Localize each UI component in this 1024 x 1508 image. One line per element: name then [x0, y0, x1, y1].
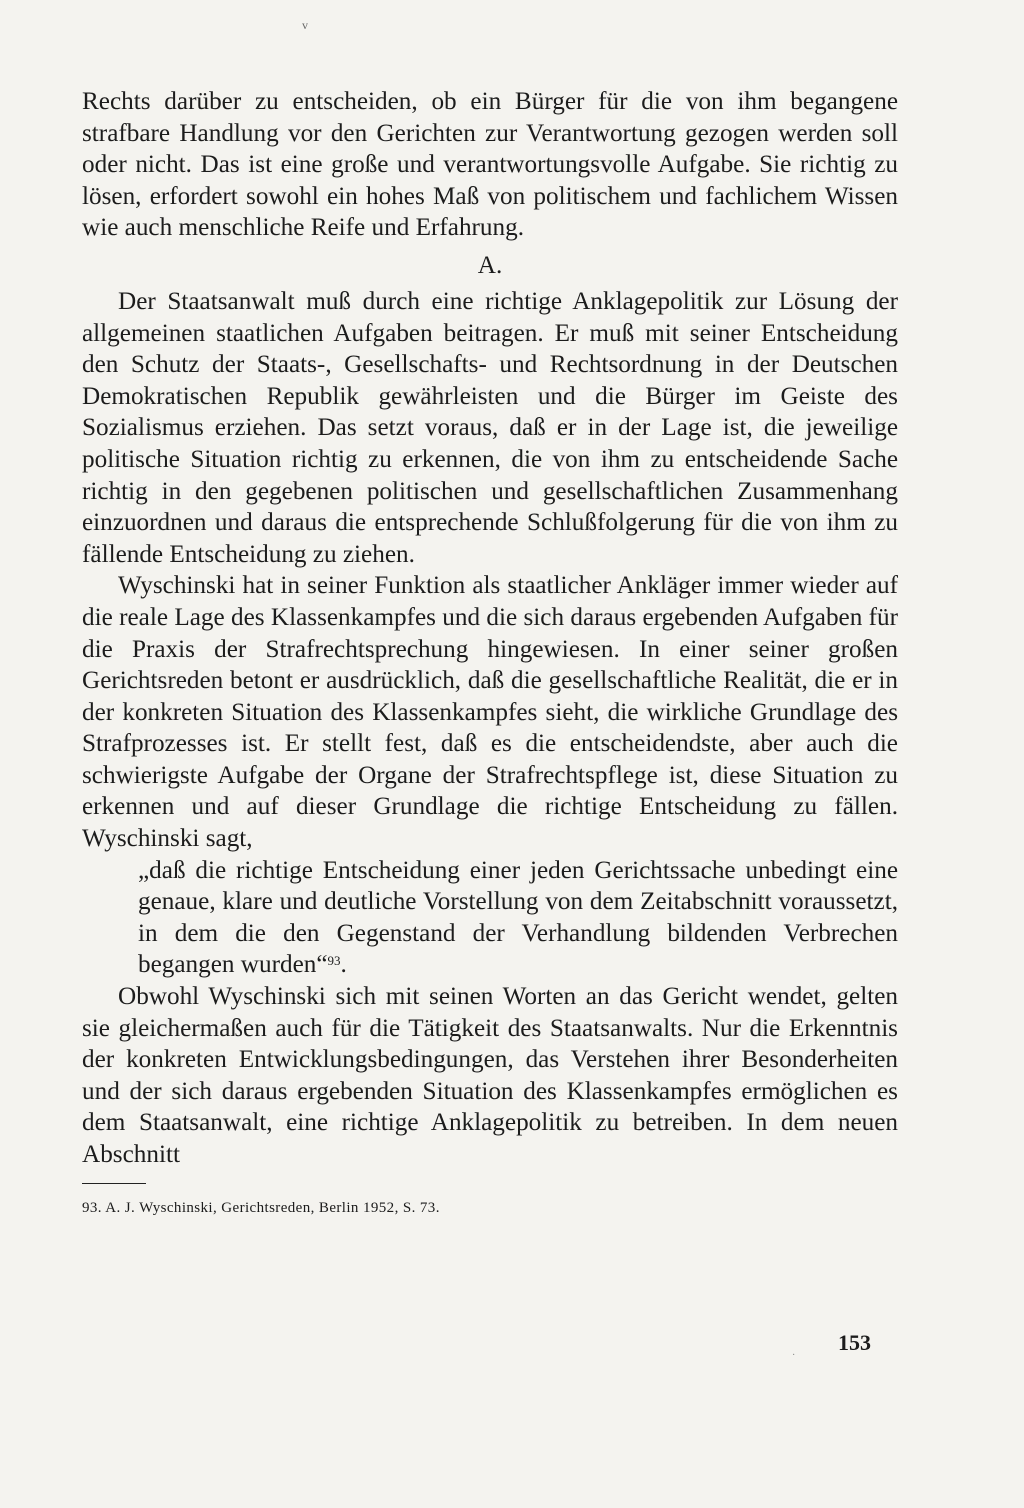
footnote-divider: [82, 1183, 146, 1184]
quote-text: „daß die richtige Entscheidung einer jeden Gerichtssache unbedingt eine genaue, klare und deutliche Vorstellung von dem Zeitabschnitt voraussetzt, in dem die den Gegenstand der Verhandlung bildenden Verbrechen begangen wurden“: [138, 856, 898, 979]
quote-end: .: [340, 951, 347, 979]
scan-mark: v: [302, 18, 308, 32]
section-heading: A.: [477, 251, 503, 279]
paragraph-2: Der Staatsanwalt muß durch eine richtige Anklagepolitik zur Lösung der allgemeinen staatlichen Aufgaben beitragen. Er muß mit seiner Entscheidung den Schutz der Staats-, Gesellschafts- und Rechtsordnung in der Deutschen Demokratischen Republik gewährleisten und die Bürger im Geiste des Sozialismus erziehen. Das setzt voraus, daß er in der Lage ist, die jeweilige politische Situation richtig zu erkennen, die von ihm zu entscheidende Sache richtig in den gegebenen politischen und gesellschaftlichen Zusammenhang einzuordnen und daraus die entsprechende Schlußfolgerung für die von ihm zu fällende Entscheidung zu ziehen.: [82, 287, 898, 568]
paragraph-4: Obwohl Wyschinski sich mit seinen Worten an das Gericht wendet, gelten sie gleichermaßen auch für die Tätigkeit des Staatsanwalts. Nur die Erkenntnis der konkreten Entwicklungsbedingungen, das Verstehen ihrer Besonderheiten und der sich daraus ergebenden Situation des Klassenkampfes ermöglichen es dem Staatsanwalt, eine richtige Anklagepolitik zu betreiben. In dem neuen Abschnitt: [82, 983, 898, 1168]
page-number: 153: [838, 1330, 871, 1355]
block-quote: [138, 855, 898, 981]
footnote: 93. A. J. Wyschinski, Gerichtsreden, Berlin 1952, S. 73.: [82, 1199, 440, 1216]
footnote-reference: 93: [327, 953, 341, 969]
paragraph-1: Rechts darüber zu entscheiden, ob ein Bürger für die von ihm begangene strafbare Handlung vor den Gerichten zur Verantwortung gezogen werden soll oder nicht. Das ist eine große und verantwortungsvolle Aufgabe. Sie richtig zu lösen, erfordert sowohl ein hohes Maß von politischem und fachlichem Wissen wie auch menschliche Reife und Erfahrung.: [82, 88, 898, 242]
scan-mark-bottom: ·: [792, 1350, 796, 1361]
paragraph-3: Wyschinski hat in seiner Funktion als staatlicher Ankläger immer wieder auf die reale Lage des Klassenkampfes und die sich daraus ergebenden Aufgaben für die Praxis der Strafrechtsprechung hingewiesen. In einer seiner großen Gerichtsreden betont er ausdrücklich, daß die gesellschaftliche Realität, die er in der konkreten Situation des Klassenkampfes sieht, die wirkliche Grundlage des Strafprozesses ist. Er stellt fest, daß es die entscheidendste, aber auch die schwierigste Aufgabe der Organe der Strafrechtspflege ist, diese Situation zu erkennen und auf dieser Grundlage die richtige Entscheidung zu fällen. Wyschinski sagt,: [82, 572, 898, 853]
page-body: [82, 86, 898, 1218]
